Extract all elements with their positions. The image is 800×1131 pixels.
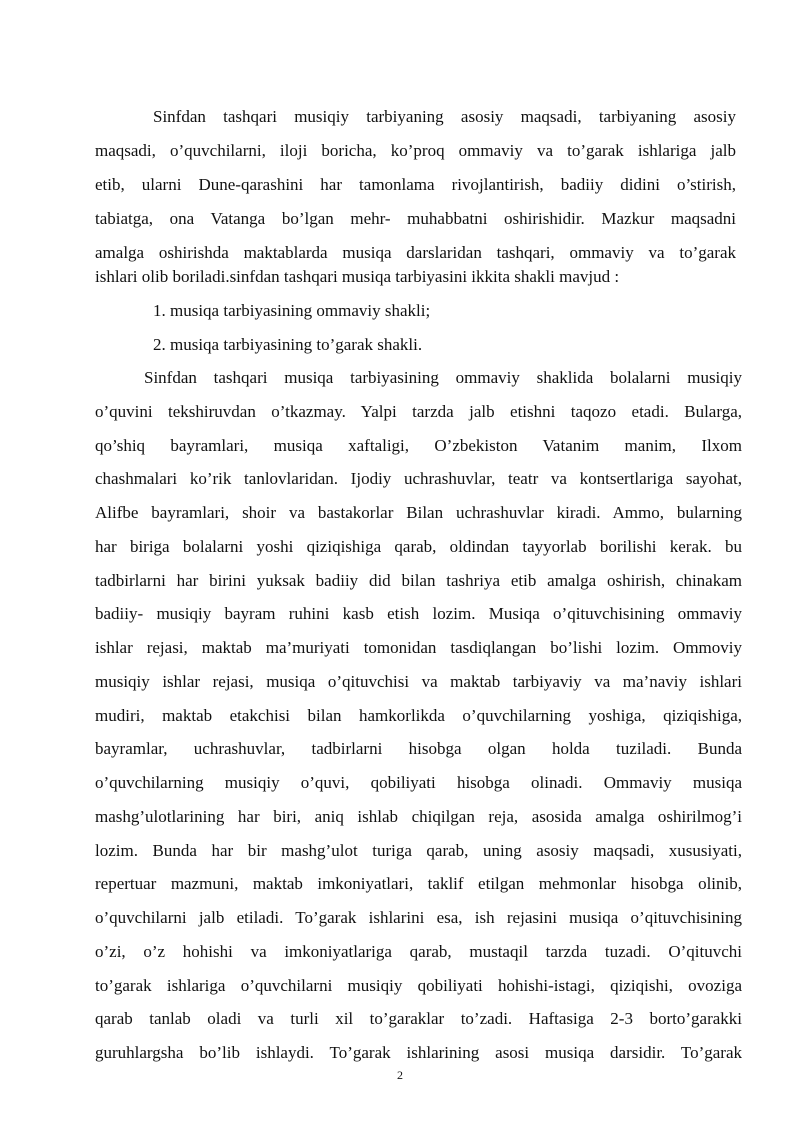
- paragraph-line: bayramlar, uchrashuvlar, tadbirlarni hisobga olgan holda tuziladi. Bunda: [95, 739, 742, 758]
- list-item: 1. musiqa tarbiyasining ommaviy shakli;: [153, 301, 431, 320]
- paragraph-line: repertuar mazmuni, maktab imkoniyatlari, taklif etilgan mehmonlar hisobga olinib,: [95, 874, 742, 893]
- paragraph-line: ishlar rejasi, maktab ma’muriyati tomonidan tasdiqlangan bo’lishi lozim. Ommoviy: [95, 638, 742, 657]
- paragraph-line: o’quvchilarni jalb etiladi. To’garak ishlarini esa, ish rejasini musiqa o’qituvchisining: [95, 908, 742, 927]
- paragraph-line: tadbirlarni har birini yuksak badiiy did bilan tashriya etib amalga oshirish, chinakam: [95, 571, 742, 590]
- paragraph-line: maqsadi, o’quvchilarni, iloji boricha, ko’proq ommaviy va to’garak ishlariga jalb: [95, 141, 736, 160]
- paragraph-line: etib, ularni Dune-qarashini har tamonlama rivojlantirish, badiiy didini o’stirish,: [95, 175, 736, 194]
- paragraph-line: qarab tanlab oladi va turli xil to’garaklar to’zadi. Haftasiga 2-3 borto’garakki: [95, 1009, 742, 1028]
- paragraph-line: lozim. Bunda har bir mashg’ulot turiga qarab, uning asosiy maqsadi, xususiyati,: [95, 841, 742, 860]
- paragraph-line: badiiy- musiqiy bayram ruhini kasb etish lozim. Musiqa o’qituvchisining ommaviy: [95, 604, 742, 623]
- list-item: 2. musiqa tarbiyasining to’garak shakli.: [153, 335, 423, 354]
- paragraph-line: ishlari olib boriladi.sinfdan tashqari musiqa tarbiyasini ikkita shakli mavjud :: [95, 267, 620, 286]
- paragraph-line: chashmalari ko’rik tanlovlaridan. Ijodiy uchrashuvlar, teatr va kontsertlariga sayohat,: [95, 469, 742, 488]
- paragraph-line: o’quvini tekshiruvdan o’tkazmay. Yalpi tarzda jalb etishni taqozo etadi. Bularga,: [95, 402, 742, 421]
- paragraph-line: to’garak ishlariga o’quvchilarni musiqiy qobiliyati hohishi-istagi, qiziqishi, ovoziga: [95, 976, 742, 995]
- paragraph-line: tabiatga, ona Vatanga bo’lgan mehr- muhabbatni oshirishidir. Mazkur maqsadni: [95, 209, 736, 228]
- paragraph-line: o’quvchilarning musiqiy o’quvi, qobiliyati hisobga olinadi. Ommaviy musiqa: [95, 773, 742, 792]
- paragraph-line: mashg’ulotlarining har biri, aniq ishlab chiqilgan reja, asosida amalga oshirilmog’i: [95, 807, 742, 826]
- paragraph-line: Sinfdan tashqari musiqa tarbiyasining ommaviy shaklida bolalarni musiqiy: [144, 368, 742, 387]
- paragraph-line: o’zi, o’z hohishi va imkoniyatlariga qarab, mustaqil tarzda tuzadi. O’qituvchi: [95, 942, 742, 961]
- paragraph-line: Sinfdan tashqari musiqiy tarbiyaning asosiy maqsadi, tarbiyaning asosiy: [153, 107, 736, 126]
- paragraph-line: Alifbe bayramlari, shoir va bastakorlar Bilan uchrashuvlar kiradi. Ammo, bularning: [95, 503, 742, 522]
- page-number: 2: [397, 1068, 403, 1082]
- paragraph-line: amalga oshirishda maktablarda musiqa darslaridan tashqari, ommaviy va to’garak: [95, 243, 736, 262]
- paragraph-line: guruhlargsha bo’lib ishlaydi. To’garak ishlarining asosi musiqa darsidir. To’garak: [95, 1043, 742, 1062]
- paragraph-line: qo’shiq bayramlari, musiqa xaftaligi, O’zbekiston Vatanim manim, Ilxom: [95, 436, 742, 455]
- paragraph-line: har biriga bolalarni yoshi qiziqishiga qarab, oldindan tayyorlab borilishi kerak. bu: [95, 537, 742, 556]
- paragraph-line: musiqiy ishlar rejasi, musiqa o’qituvchisi va maktab tarbiyaviy va ma’naviy ishlari: [95, 672, 742, 691]
- paragraph-line: mudiri, maktab etakchisi bilan hamkorlikda o’quvchilarning yoshiga, qiziqishiga,: [95, 706, 742, 725]
